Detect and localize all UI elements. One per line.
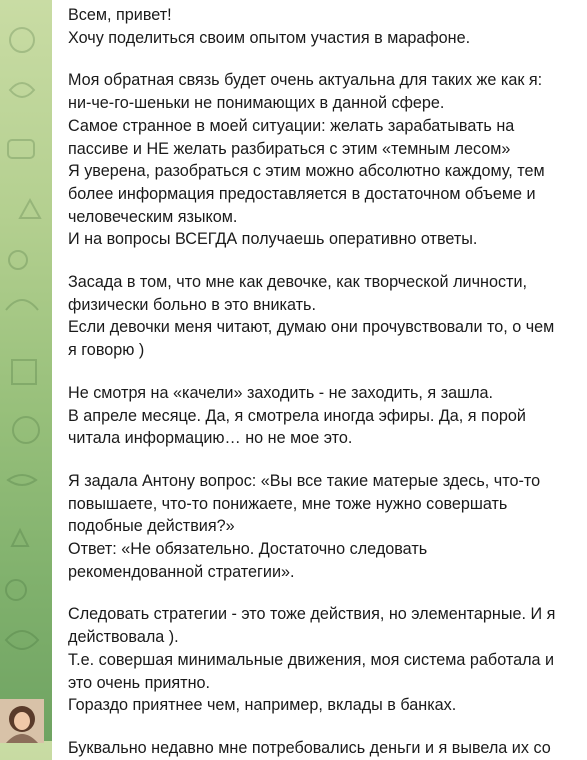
message-text-line: подобные действия?» — [68, 517, 235, 536]
message-text-line: Я уверена, разобраться с этим можно абсолютно каждому, тем — [68, 162, 545, 181]
message-text-line: человеческим языком. — [68, 207, 238, 226]
message-text-line: повышаете, что-то понижаете, мне тоже нужно совершать — [68, 494, 508, 513]
message-text-line: Следовать стратегии - это тоже действия, но элементарные. И я — [68, 605, 556, 624]
message-text-line: более информация предоставляется в достаточном объеме и — [68, 184, 536, 203]
message-text-line: Не смотря на «качели» заходить - не заходить, я зашла. — [68, 383, 494, 402]
message-text-line: Если девочки меня читают, думаю они прочувствовали то, о чем — [68, 318, 555, 337]
message-paragraph — [68, 470, 577, 584]
message-text-line: Буквально недавно мне потребовались деньги и я вывела их со — [68, 738, 551, 757]
message-text-line: ни-че-го-шеньки не понимающих в данной сфере. — [68, 94, 445, 113]
avatar-photo-icon — [0, 699, 44, 743]
message-paragraph — [68, 69, 577, 251]
message-text-line: я говорю ) — [68, 341, 145, 360]
message-text-line: Гораздо приятнее чем, например, вклады в банках. — [68, 696, 457, 715]
sender-avatar[interactable] — [0, 699, 44, 743]
message-text-line: И на вопросы ВСЕГДА получаешь оперативно ответы. — [68, 230, 478, 249]
message-text-line: Засада в том, что мне как девочке, как творческой личности, — [68, 273, 527, 292]
message-text-line: пассиве и НЕ желать разбираться с этим «темным лесом» — [68, 139, 511, 158]
message-paragraph — [68, 4, 577, 49]
message-bubble[interactable] — [52, 0, 587, 760]
message-text-line: действовала ). — [68, 628, 179, 647]
message-text-line: Всем, привет! — [68, 6, 172, 24]
message-paragraph — [68, 603, 577, 717]
message-text-line: это очень приятно. — [68, 673, 211, 692]
message-text-line: Самое странное в моей ситуации: желать зарабатывать на — [68, 116, 515, 135]
message-text-line: Хочу поделиться своим опытом участия в марафоне. — [68, 28, 471, 47]
message-text-line: рекомендованной стратегии». — [68, 562, 295, 581]
message-text-line: Т.е. совершая минимальные движения, моя система работала и — [68, 650, 555, 669]
message-text-line: читала информацию… но не мое это. — [68, 429, 353, 448]
message-text-line: Ответ: «Не обязательно. Достаточно следовать — [68, 540, 428, 559]
message-paragraph — [68, 271, 577, 362]
message-text-line: физически больно в это вникать. — [68, 295, 316, 314]
message-text-line: Я задала Антону вопрос: «Вы все такие матерые здесь, что-то — [68, 471, 541, 490]
message-paragraph — [68, 382, 577, 450]
message-text-line: Моя обратная связь будет очень актуальна для таких же как я: — [68, 71, 543, 90]
message-text-line: В апреле месяце. Да, я смотрела иногда эфиры. Да, я порой — [68, 406, 526, 425]
message-paragraph — [68, 737, 577, 760]
